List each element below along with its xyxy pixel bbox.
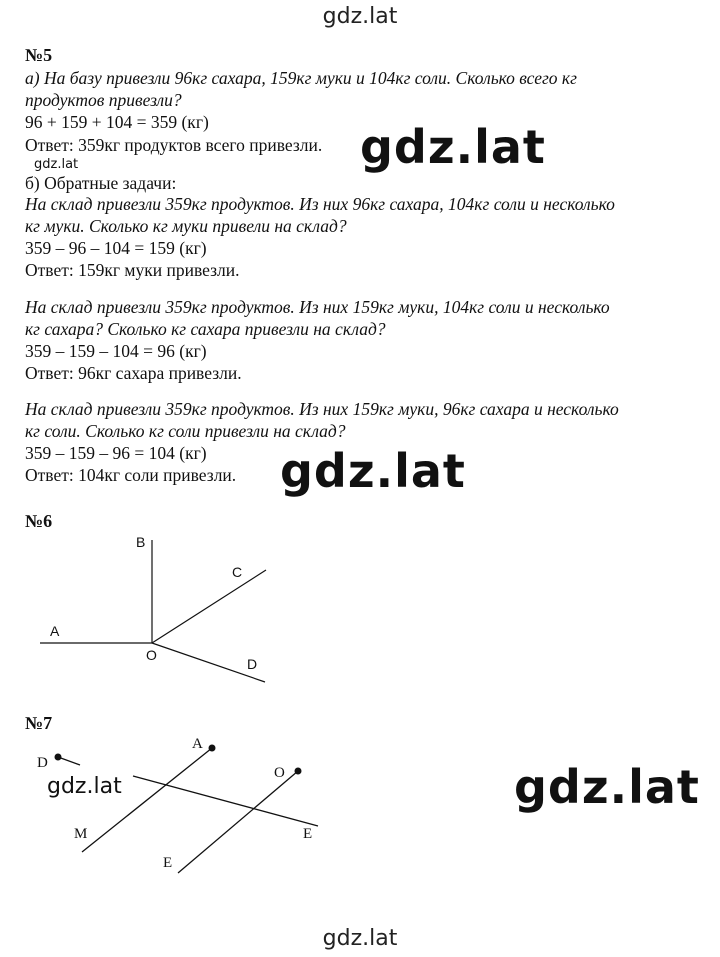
watermark-small: gdz.lat [34,157,79,172]
task7-number: №7 [25,713,53,733]
task5-b3-line2: кг соли. Сколько кг соли привезли на склад? [25,421,346,441]
label-o: O [146,647,157,663]
task5-a-expression: 96 + 159 + 104 = 359 (кг) [25,112,209,132]
watermark-medium: gdz.lat [47,774,122,799]
task5-b2-expression: 359 – 159 – 104 = 96 (кг) [25,341,207,361]
watermark-top: gdz.lat [322,4,398,29]
task5-b3-expression: 359 – 159 – 96 = 104 (кг) [25,443,207,463]
label-c: C [232,564,243,580]
task5-b2-answer: Ответ: 96кг сахара привезли. [25,363,242,383]
line-oe [178,771,298,873]
watermark-large-1: gdz.lat [360,120,546,174]
watermark-bottom: gdz.lat [322,926,398,951]
point-d [55,754,62,761]
task5-b1-line2: кг муки. Сколько кг муки привели на склад? [25,216,347,236]
ray-oc [152,570,266,643]
task5-a-line1: а) На базу привезли 96кг сахара, 159кг муки и 104кг соли. Сколько всего кг [25,68,577,88]
task5-b2-line2: кг сахара? Сколько кг сахара привезли на склад? [25,319,386,339]
label-o: O [274,765,285,781]
task5-b3-answer: Ответ: 104кг соли привезли. [25,465,237,485]
label-d: D [37,755,48,771]
watermark-large-3: gdz.lat [514,760,700,814]
label-e-right: E [303,826,313,842]
task5-b1-line1: На склад привезли 359кг продуктов. Из них 96кг сахара, 104кг соли и несколько [25,194,615,214]
task5-number: №5 [25,45,53,65]
task5-a-line2: продуктов привезли? [25,90,182,110]
task5-b-heading: б) Обратные задачи: [25,173,177,193]
segment-d [58,757,80,765]
task5-b3-line1: На склад привезли 359кг продуктов. Из них 159кг муки, 96кг сахара и несколько [25,399,619,419]
label-a: A [50,623,60,639]
task5-b1-expression: 359 – 96 – 104 = 159 (кг) [25,238,207,258]
label-a: A [192,736,203,752]
line-am [82,748,212,852]
task6-diagram [0,520,720,700]
line-me [133,776,318,826]
watermark-large-2: gdz.lat [280,444,466,498]
point-a [209,745,216,752]
task5-a-answer: Ответ: 359кг продуктов всего привезли. [25,135,323,155]
task7-diagram [0,730,720,890]
label-d: D [247,656,258,672]
label-m: M [74,826,88,842]
task6-number: №6 [25,511,53,531]
point-o [295,768,302,775]
task5-b2-line1: На склад привезли 359кг продуктов. Из них 159кг муки, 104кг соли и несколько [25,297,610,317]
label-b: B [136,534,146,550]
label-e-left: E [163,855,173,871]
task5-b1-answer: Ответ: 159кг муки привезли. [25,260,240,280]
